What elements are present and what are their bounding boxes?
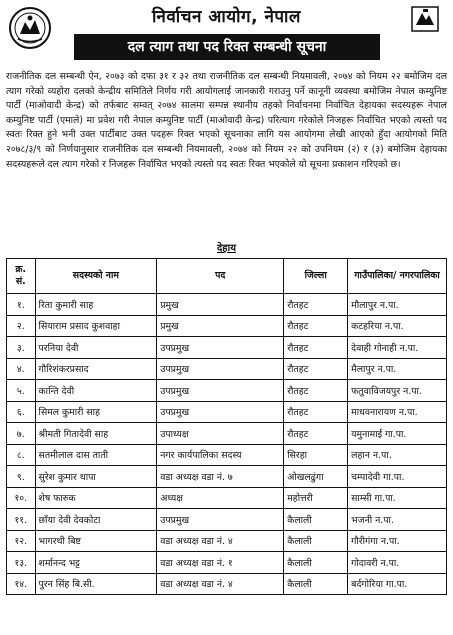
member-name: शेष फारुक — [35, 487, 157, 509]
member-name: छाँया देवी देवकोटा — [35, 509, 157, 531]
table-row — [7, 337, 447, 359]
member-name: सियाराम प्रसाद कुशवाहा — [35, 315, 157, 337]
row-sn: २. — [7, 315, 36, 337]
member-district: ओखलढुंगा — [284, 466, 348, 488]
member-district: रौतहट — [284, 358, 348, 380]
table-row — [7, 509, 447, 531]
member-post: अध्यक्ष — [157, 487, 284, 509]
table-row — [7, 466, 447, 488]
member-municipality: मैलापुर न.पा. — [348, 358, 447, 380]
col-header-sn: क्र. सं. — [7, 259, 36, 294]
table-row — [7, 401, 447, 423]
table-row — [7, 294, 447, 316]
member-name: सतमीलाल दास ताती — [35, 444, 157, 466]
member-post: प्रमुख — [157, 294, 284, 316]
member-district: रौतहट — [284, 423, 348, 445]
table-row — [7, 552, 447, 574]
table-row — [7, 315, 447, 337]
member-municipality: गौरीगंगा न.पा. — [348, 530, 447, 552]
members-table — [6, 258, 447, 595]
member-name: पुरन सिंह बि.सी. — [35, 573, 157, 595]
member-post: उपप्रमुख — [157, 401, 284, 423]
member-municipality: चम्पादेवी गा.पा. — [348, 466, 447, 488]
member-district: कैलाली — [284, 573, 348, 595]
row-sn: ६. — [7, 401, 36, 423]
member-name: कान्ति देवी — [35, 380, 157, 402]
notice-title: दल त्याग तथा पद रिक्त सम्बन्धी सूचना — [74, 34, 380, 60]
member-district: रौतहट — [284, 401, 348, 423]
member-post: उपप्रमुख — [157, 358, 284, 380]
row-sn: ९. — [7, 466, 36, 488]
member-municipality: यमुनामाई गा.पा. — [348, 423, 447, 445]
member-post: उपप्रमुख — [157, 509, 284, 531]
member-municipality: लहान न.पा. — [348, 444, 447, 466]
member-name: रिता कुमारी साह — [35, 294, 157, 316]
col-header-post: पद — [157, 259, 284, 294]
member-post: उपप्रमुख — [157, 337, 284, 359]
row-sn: १. — [7, 294, 36, 316]
member-district: महोत्तरी — [284, 487, 348, 509]
member-district: रौतहट — [284, 294, 348, 316]
member-post: वडा अध्यक्ष वडा नं. ७ — [157, 466, 284, 488]
member-post: उपप्रमुख — [157, 380, 284, 402]
member-district: कैलाली — [284, 509, 348, 531]
notice-header — [0, 0, 453, 66]
member-municipality: साम्सी गा.पा. — [348, 487, 447, 509]
member-municipality: फतुवाविजयपुर न.पा. — [348, 380, 447, 402]
member-municipality: मौलापुर न.पा. — [348, 294, 447, 316]
row-sn: १०. — [7, 487, 36, 509]
row-sn: ८. — [7, 444, 36, 466]
member-district: रौतहट — [284, 315, 348, 337]
member-municipality: देवाही गोनाही न.पा. — [348, 337, 447, 359]
member-name: श्रीमती गितादेवी साह — [35, 423, 157, 445]
row-sn: ५. — [7, 380, 36, 402]
row-sn: ४. — [7, 358, 36, 380]
row-sn: ७. — [7, 423, 36, 445]
member-post: नगर कार्यपालिका सदस्य — [157, 444, 284, 466]
member-name: गौरिशंकरप्रसाद — [35, 358, 157, 380]
member-name: सुरेश कुमार थापा — [35, 466, 157, 488]
member-district: कैलाली — [284, 552, 348, 574]
member-municipality: माधवनारायण न.पा. — [348, 401, 447, 423]
table-header-row — [7, 259, 447, 294]
member-post: उपाध्यक्ष — [157, 423, 284, 445]
member-municipality: गोदावरी न.पा. — [348, 552, 447, 574]
section-heading: देहाय — [216, 243, 236, 254]
row-sn: १४. — [7, 573, 36, 595]
row-sn: १२. — [7, 530, 36, 552]
member-municipality: कटहरिया न.पा. — [348, 315, 447, 337]
member-name: सिमल कुमारी साह — [35, 401, 157, 423]
member-municipality: भजनी न.पा. — [348, 509, 447, 531]
col-header-district: जिल्ला — [284, 259, 348, 294]
member-municipality: बर्दगोरिया गा.पा. — [348, 573, 447, 595]
table-row — [7, 573, 447, 595]
row-sn: ११. — [7, 509, 36, 531]
table-row — [7, 423, 447, 445]
member-name: परनिया देवी — [35, 337, 157, 359]
col-header-name: सदस्यको नाम — [35, 259, 157, 294]
table-row — [7, 358, 447, 380]
org-name: निर्वाचन आयोग, नेपाल — [152, 7, 301, 27]
member-post: वडा अध्यक्ष वडा नं. १ — [157, 552, 284, 574]
row-sn: ३. — [7, 337, 36, 359]
member-district: रौतहट — [284, 380, 348, 402]
row-sn: १३. — [7, 552, 36, 574]
member-post: वडा अध्यक्ष वडा नं. ४ — [157, 573, 284, 595]
member-name: शर्मानन्द भट्ट — [35, 552, 157, 574]
table-row — [7, 444, 447, 466]
table-row — [7, 487, 447, 509]
table-row — [7, 380, 447, 402]
member-post: प्रमुख — [157, 315, 284, 337]
member-district: सिरहा — [284, 444, 348, 466]
member-district: कैलाली — [284, 530, 348, 552]
member-name: भागरथी बिष्ट — [35, 530, 157, 552]
election-commission-logo-icon — [411, 6, 439, 32]
table-row — [7, 530, 447, 552]
member-district: रौतहट — [284, 337, 348, 359]
member-post: वडा अध्यक्ष वडा नं. ४ — [157, 530, 284, 552]
notice-paragraph: राजनीतिक दल सम्बन्धी ऐन, २०७३ को दफा ३१ र ३२ तथा राजनीतिक दल सम्बन्धी नियमावली, २०७४ को नियम २२ बमोजिम दल त्याग गरेको व्यहोरा दलको केन्द्रीय समितिले निर्णय गरी आयोगलाई जानकारी गराउनु पर्ने कानूनी व्यवस्था बमोजिम नेपाल कम्युनिष्ट पार्टी (माओवादी केन्द्र) को तर्फबाट सम्वत् २०७४ सालमा सम्पन्न स्थानीय तहको निर्वाचनमा निर्वाचित देहायका सदस्यहरू नेपाल कम्युनिष्ट पार्टी (एमाले) मा प्रवेश गरी नेपाल कम्युनिष्ट पार्टी (माओवादी केन्द्र) परित्याग गरेकोले निजहरू निर्वाचित भएको त्यस्तो पद स्वतः रिक्त हुने भनी उक्त पार्टीबाट उक्त पदहरू रिक्त भएको सूचनाका लागि यस आयोगमा लेखी आएको हुँदा आयोगको मिति २०७८/३/९ को निर्णयानुसार राजनीतिक दल सम्बन्धी नियमावली, २०७४ को नियम २२ को उपनियम (२) र (३) बमोजिम देहायका सदस्यहरूले दल त्याग गरेको र निजहरू निर्वाचित भएको त्यस्तो पद स्वतः रिक्त भएकोले यो सूचना प्रकाशन गरिएको छ। — [6, 71, 447, 170]
col-header-municipality: गाउँपालिका/ नगरपालिका — [348, 259, 447, 294]
election-commission-logo — [405, 6, 445, 50]
